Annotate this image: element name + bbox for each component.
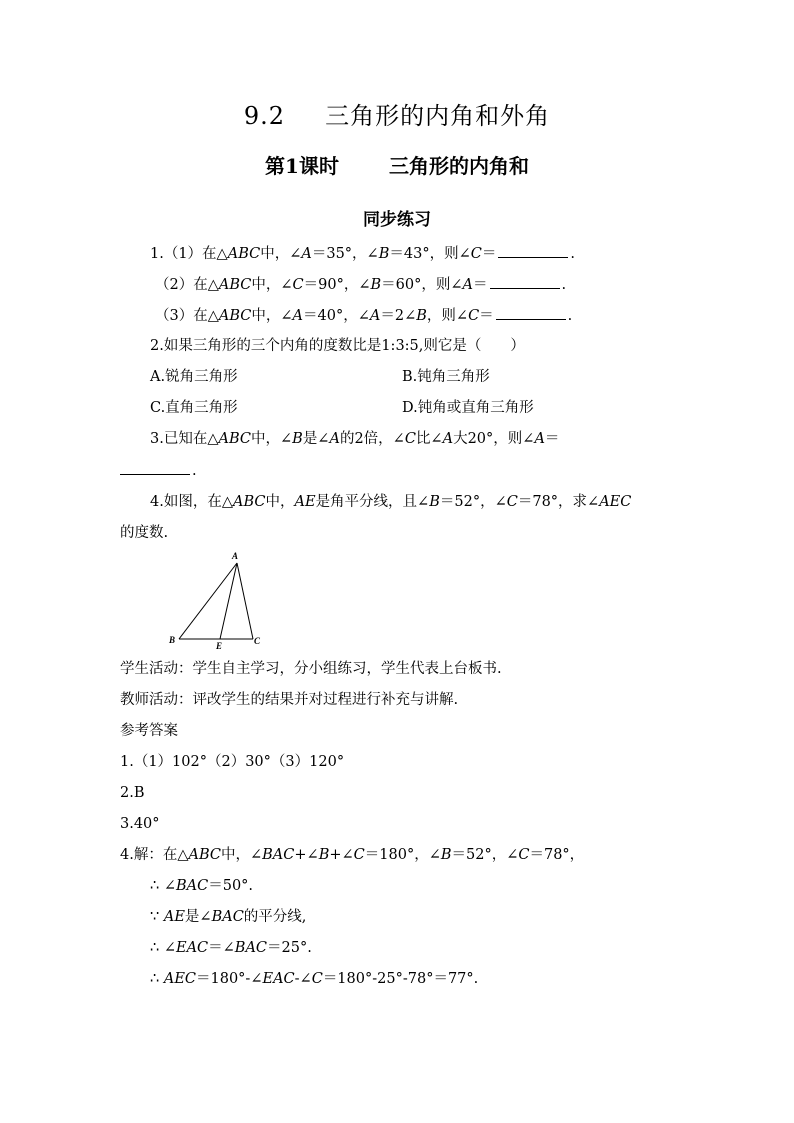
exercise-heading: 同步练习 <box>363 210 431 230</box>
answer-4-line-3: ∵ AE是∠BAC的平分线, <box>150 909 307 925</box>
answer-2: 2.B <box>120 785 145 801</box>
section-name: 三角形的内角和外角 <box>325 102 551 130</box>
answer-4-line-5: ∴ AEC＝180°-∠EAC-∠C＝180°-25°-78°＝77°. <box>150 971 479 987</box>
question-2-options-row-1 <box>150 367 650 387</box>
option-a: A.锐角三角形 <box>150 369 238 385</box>
label-b: B <box>169 635 176 645</box>
option-c: C.直角三角形 <box>150 400 238 416</box>
label-c: C <box>254 636 261 646</box>
question-2-options-row-2 <box>150 398 650 418</box>
option-b: B.钝角三角形 <box>402 369 490 385</box>
question-2-stem: 2.如果三角形的三个内角的度数比是1:3:5,则它是（ ） <box>150 338 525 354</box>
question-3: 3.已知在△ABC中，∠B是∠A的2倍，∠C比∠A大20°，则∠A＝ <box>150 431 560 447</box>
teacher-activity: 教师活动：评改学生的结果并对过程进行补充与讲解. <box>120 692 459 708</box>
question-1-part-1: 1.（1）在△ABC中，∠A＝35°，∠B＝43°，则∠C＝ . <box>150 243 575 264</box>
answer-blank <box>496 305 566 320</box>
question-1-part-2: （2）在△ABC中，∠C＝90°，∠B＝60°，则∠A＝ . <box>155 274 566 295</box>
answer-4-line-1: 4.解：在△ABC中，∠BAC+∠B+∠C＝180°，∠B＝52°，∠C＝78°， <box>120 847 585 863</box>
answer-1: 1.（1）102°（2）30°（3）120° <box>120 754 345 770</box>
triangle-figure <box>165 548 275 654</box>
answers-heading: 参考答案 <box>120 723 178 739</box>
option-d: D.钝角或直角三角形 <box>402 400 534 416</box>
question-4-continued: 的度数. <box>120 525 169 541</box>
page-title <box>0 96 794 131</box>
answer-blank <box>120 460 190 475</box>
answer-blank <box>498 243 568 258</box>
question-1-part-3: （3）在△ABC中，∠A＝40°，∠A＝2∠B，则∠C＝ . <box>155 305 572 326</box>
student-activity: 学生活动：学生自主学习，分小组练习，学生代表上台板书. <box>120 661 502 677</box>
question-4: 4.如图，在△ABC中，AE是角平分线，且∠B＝52°，∠C＝78°，求∠AEC <box>150 494 632 510</box>
lesson-topic: 三角形的内角和 <box>388 154 529 178</box>
section-number: 9.2 <box>243 102 286 130</box>
answer-4-line-4: ∴ ∠EAC＝∠BAC＝25°. <box>150 940 312 956</box>
answer-blank <box>490 274 560 289</box>
label-e: E <box>216 641 223 651</box>
answer-3: 3.40° <box>120 816 160 832</box>
lesson-title <box>0 150 794 179</box>
question-3-continued: . <box>120 460 197 481</box>
side-ac <box>237 563 253 639</box>
answer-4-line-2: ∴ ∠BAC＝50°. <box>150 878 254 894</box>
lesson-number: 第1课时 <box>265 154 339 178</box>
label-a: A <box>232 551 239 561</box>
